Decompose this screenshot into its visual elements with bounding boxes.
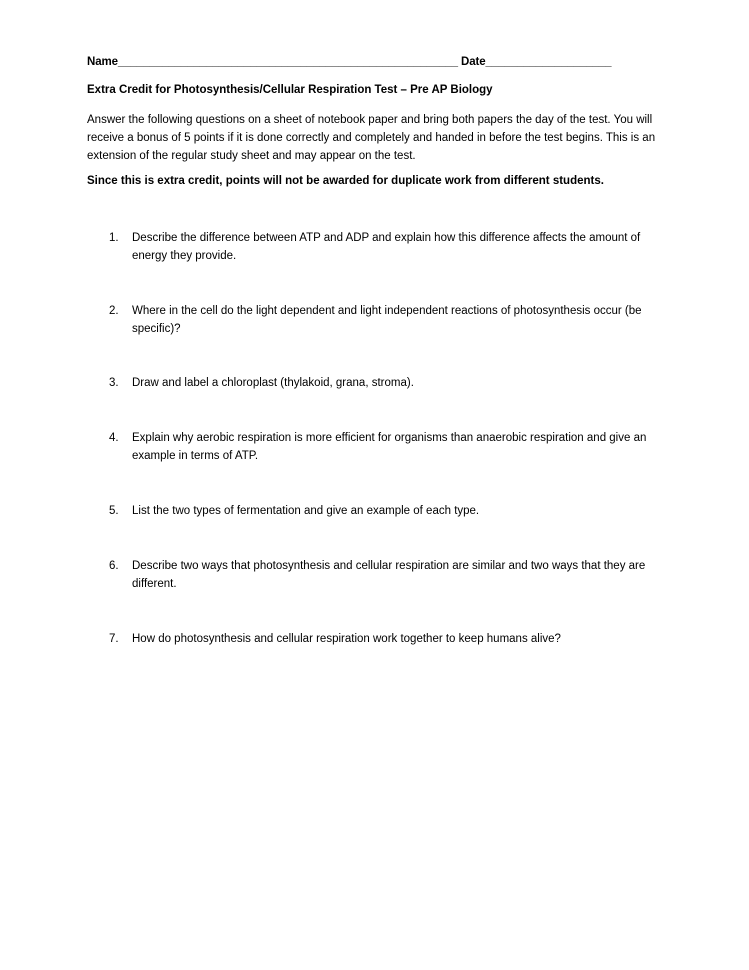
question-item-2 [109,302,669,338]
question-text: Draw and label a chloroplast (thylakoid, grana, stroma). [132,377,414,389]
question-number: 3. [109,377,119,389]
question-number: 5. [109,505,119,517]
question-number: 2. [109,305,119,317]
question-number: 1. [109,232,119,244]
question-item-6 [109,557,669,593]
question-item-4 [109,429,669,465]
question-number: 6. [109,560,119,572]
question-text: Describe the difference between ATP and ADP and explain how this difference affects the amount of energy they provide. [132,232,641,262]
question-item-3 [109,374,669,392]
duplicate-work-warning: Since this is extra credit, points will not be awarded for duplicate work from different students. [87,175,604,187]
question-item-1 [109,229,669,265]
question-number: 4. [109,432,119,444]
question-text: Describe two ways that photosynthesis and cellular respiration are similar and two ways that they are different. [132,560,646,590]
question-item-7 [109,630,669,648]
document-title: Extra Credit for Photosynthesis/Cellular Respiration Test – Pre AP Biology [87,84,493,96]
question-text: List the two types of fermentation and give an example of each type. [132,505,480,517]
question-item-5 [109,502,669,520]
question-text: Explain why aerobic respiration is more efficient for organisms than anaerobic respiration and give an example in terms of ATP. [132,432,647,462]
question-text: How do photosynthesis and cellular respiration work together to keep humans alive? [132,633,561,645]
question-number: 7. [109,633,119,645]
instructions-paragraph: Answer the following questions on a sheet of notebook paper and bring both papers the day of the test. You will receive a bonus of 5 points if it is done correctly and completely and handed in before the test begins. This is an extension of the regular study sheet and may appear on the test. [87,114,656,162]
name-date-line: Name______________________________________________________ Date____________________ [87,56,612,68]
question-text: Where in the cell do the light dependent and light independent reactions of photosynthesis occur (be specific)? [132,305,642,335]
